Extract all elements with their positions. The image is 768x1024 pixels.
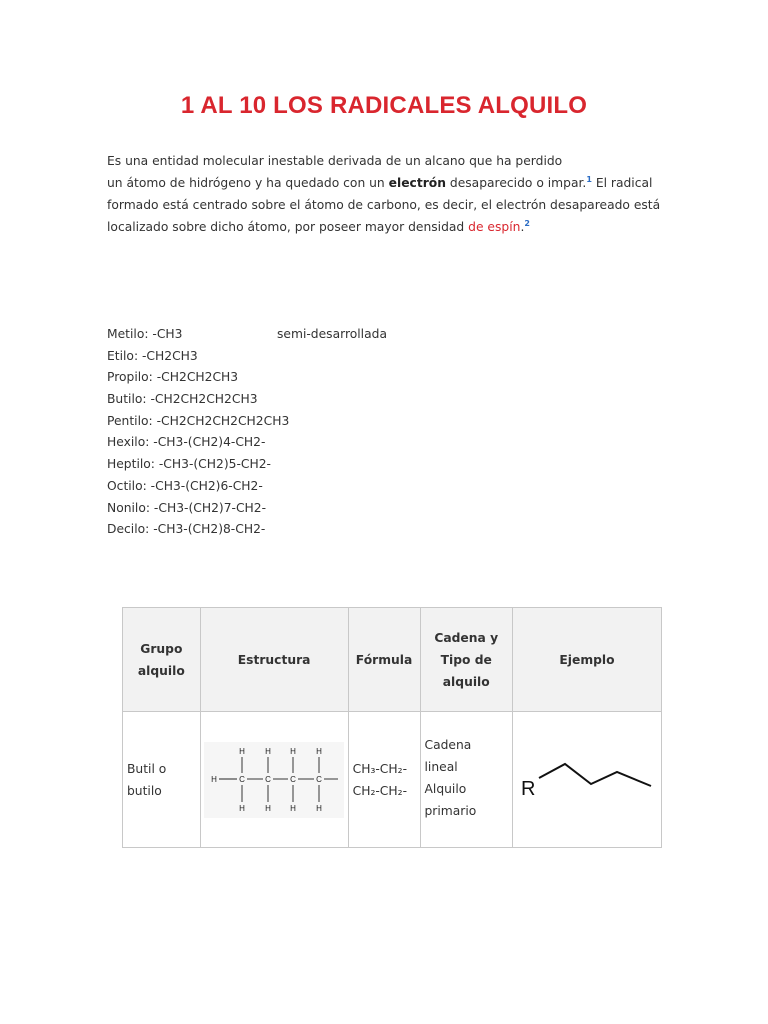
header-cadena-line: alquilo (442, 674, 490, 689)
intro-text: El radical (591, 176, 653, 190)
intro-text: un átomo de hidrógeno y ha quedado con un (107, 176, 389, 190)
intro-line-4 (107, 216, 667, 238)
cell-formula-line: CH₂-CH₂- (352, 783, 408, 798)
c-atom-3: C (289, 774, 296, 784)
h-atom-top-4: H (315, 746, 322, 756)
header-grupo-line: Grupo (140, 641, 183, 656)
list-item: Decilo: -CH3-(CH2)8-CH2- (107, 522, 266, 537)
intro-paragraph (107, 150, 667, 238)
cell-grupo-line: butilo (127, 783, 162, 798)
h-atom-top-3: H (289, 746, 296, 756)
intro-line-2 (107, 172, 667, 194)
butyl-skeletal-diagram (515, 750, 661, 810)
cell-cadena-line: Alquilo (424, 782, 467, 796)
cell-ejemplo (512, 712, 661, 848)
intro-text: . (520, 220, 525, 234)
cell-formula (348, 712, 420, 848)
page-title: 1 AL 10 LOS RADICALES ALQUILO (180, 92, 588, 119)
footnote-ref-1[interactable]: 1 (586, 175, 592, 184)
table-header-row (123, 608, 662, 712)
list-item: Octilo: -CH3-(CH2)6-CH2- (107, 478, 263, 493)
list-item: Pentilo: -CH2CH2CH2CH2CH3 (107, 413, 290, 428)
cell-estructura (200, 712, 348, 848)
c-atom-4: C (315, 774, 322, 784)
h-atom-left: H (210, 774, 217, 784)
footnote-ref-2[interactable]: 2 (524, 219, 530, 228)
h-atom-bottom-3: H (289, 803, 296, 813)
header-ejemplo: Ejemplo (512, 608, 661, 712)
cell-grupo-line: Butil o (127, 761, 167, 776)
alkyl-table (122, 607, 662, 848)
cell-formula-line: CH₃-CH₂- (352, 761, 408, 776)
intro-line-1: Es una entidad molecular inestable derivada de un alcano que ha perdido (107, 154, 563, 168)
list-item: Heptilo: -CH3-(CH2)5-CH2- (107, 457, 271, 472)
list-item (107, 324, 667, 346)
list-item: Propilo: -CH2CH2CH3 (107, 370, 239, 385)
semi-desarrollada-label: semi-desarrollada (277, 327, 387, 341)
cell-cadena-line: primario (424, 804, 477, 818)
cell-cadena (420, 712, 512, 848)
list-item: Hexilo: -CH3-(CH2)4-CH2- (107, 435, 266, 450)
h-atom-bottom-1: H (238, 803, 245, 813)
cell-grupo (123, 712, 201, 848)
electron-link[interactable]: electrón (388, 176, 446, 190)
header-cadena (420, 608, 512, 712)
intro-text: localizado sobre dicho átomo, por poseer mayor densidad (107, 220, 469, 234)
zigzag-chain (539, 764, 651, 786)
h-atom-top-1: H (238, 746, 245, 756)
cell-cadena-line: Cadena lineal (424, 738, 472, 774)
spin-link[interactable]: de espín (468, 220, 521, 234)
intro-text: desaparecido o impar. (445, 176, 587, 190)
header-estructura: Estructura (200, 608, 348, 712)
c-atom-2: C (264, 774, 271, 784)
h-atom-bottom-2: H (264, 803, 271, 813)
table-row (123, 712, 662, 848)
header-grupo (123, 608, 201, 712)
r-group-label: R (520, 777, 536, 800)
intro-line-3: formado está centrado sobre el átomo de carbono, es decir, el electrón desapareado está (107, 198, 661, 212)
header-grupo-line: alquilo (137, 663, 185, 678)
c-atom-1: C (238, 774, 245, 784)
h-atom-bottom-4: H (315, 803, 322, 813)
radical-list (107, 324, 667, 541)
header-cadena-line: Cadena y (434, 630, 499, 645)
list-item: Butilo: -CH2CH2CH2CH3 (107, 392, 258, 407)
list-item: Nonilo: -CH3-(CH2)7-CH2- (107, 500, 267, 515)
list-item: Etilo: -CH2CH3 (107, 348, 198, 363)
header-cadena-line: Tipo de (440, 652, 492, 667)
list-item-text: Metilo: -CH3 (107, 327, 183, 341)
header-formula: Fórmula (348, 608, 420, 712)
butyl-structure-diagram (204, 742, 344, 818)
h-atom-top-2: H (264, 746, 271, 756)
